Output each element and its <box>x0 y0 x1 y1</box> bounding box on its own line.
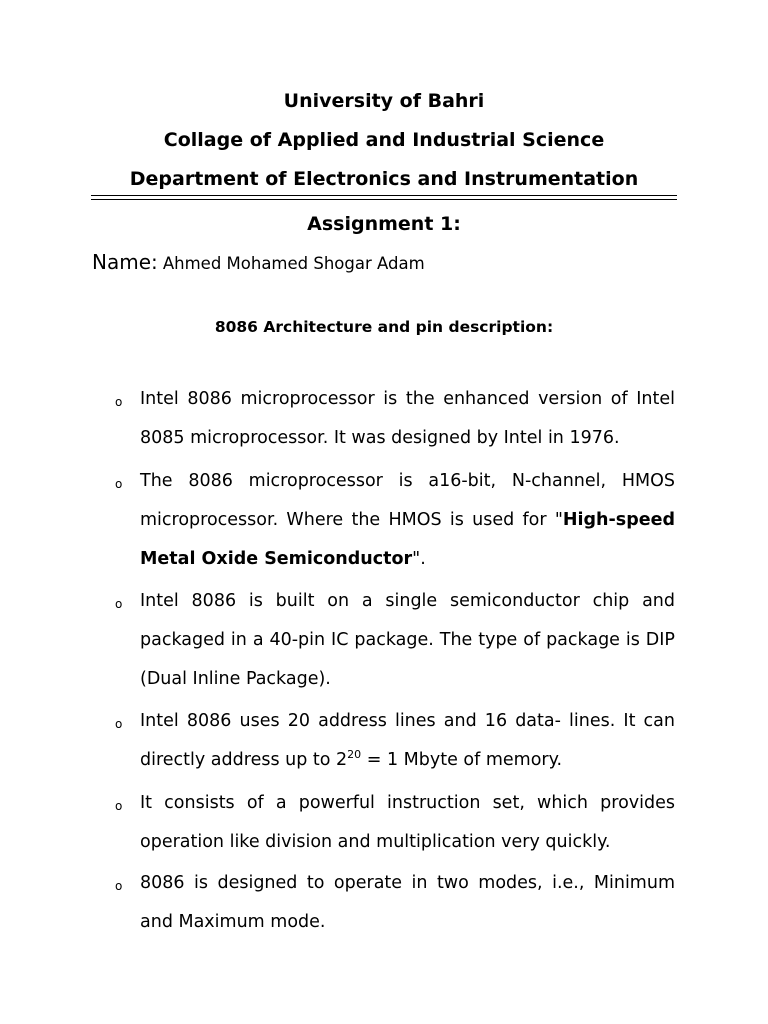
name-label: Name: <box>92 250 158 274</box>
list-item-text: Intel 8086 microprocessor is the enhanced version of Intel 8085 microprocessor. It was designed by Intel in 1976. <box>140 389 675 448</box>
list-item <box>140 462 675 579</box>
department-title: Department of Electronics and Instrumentation <box>129 168 639 190</box>
bullet-icon: o <box>115 395 123 409</box>
exponent: 20 <box>347 748 362 762</box>
bullet-icon: o <box>115 477 123 491</box>
bullet-icon: o <box>115 799 123 813</box>
list-item <box>140 784 675 862</box>
list-item-text: 8086 is designed to operate in two modes, i.e., Minimum and Maximum mode. <box>140 873 675 932</box>
college-title: Collage of Applied and Industrial Science <box>163 129 605 151</box>
student-name-line <box>92 250 425 274</box>
list-item <box>140 380 675 458</box>
assignment-title: Assignment 1: <box>307 213 461 235</box>
list-item-text: Intel 8086 is built on a single semiconductor chip and packaged in a 40-pin IC package. The type of package is DIP (Dual Inline Package). <box>140 591 675 689</box>
student-name: Ahmed Mohamed Shogar Adam <box>162 254 425 273</box>
list-item-text: It consists of a powerful instruction set, which provides operation like division and multiplication very quickly. <box>140 793 675 852</box>
list-item-text-end: = 1 Mbyte of memory. <box>361 750 563 770</box>
list-item-text-end: ". <box>412 549 426 569</box>
list-item <box>140 582 675 699</box>
list-item-text: The 8086 microprocessor is a16-bit, N-channel, HMOS microprocessor. Where the HMOS is used for " <box>140 471 675 530</box>
bullet-icon: o <box>115 879 123 893</box>
bullet-icon: o <box>115 717 123 731</box>
list-item <box>140 702 675 780</box>
bullet-icon: o <box>115 597 123 611</box>
header-divider <box>91 195 677 200</box>
hmos-definition: High-speed Metal Oxide Semiconductor <box>140 510 675 569</box>
topic-heading: 8086 Architecture and pin description: <box>214 318 554 336</box>
university-title: University of Bahri <box>283 90 485 112</box>
list-item-text: Intel 8086 uses 20 address lines and 16 data- lines. It can directly address up to 2 <box>140 711 675 770</box>
list-item <box>140 864 675 942</box>
